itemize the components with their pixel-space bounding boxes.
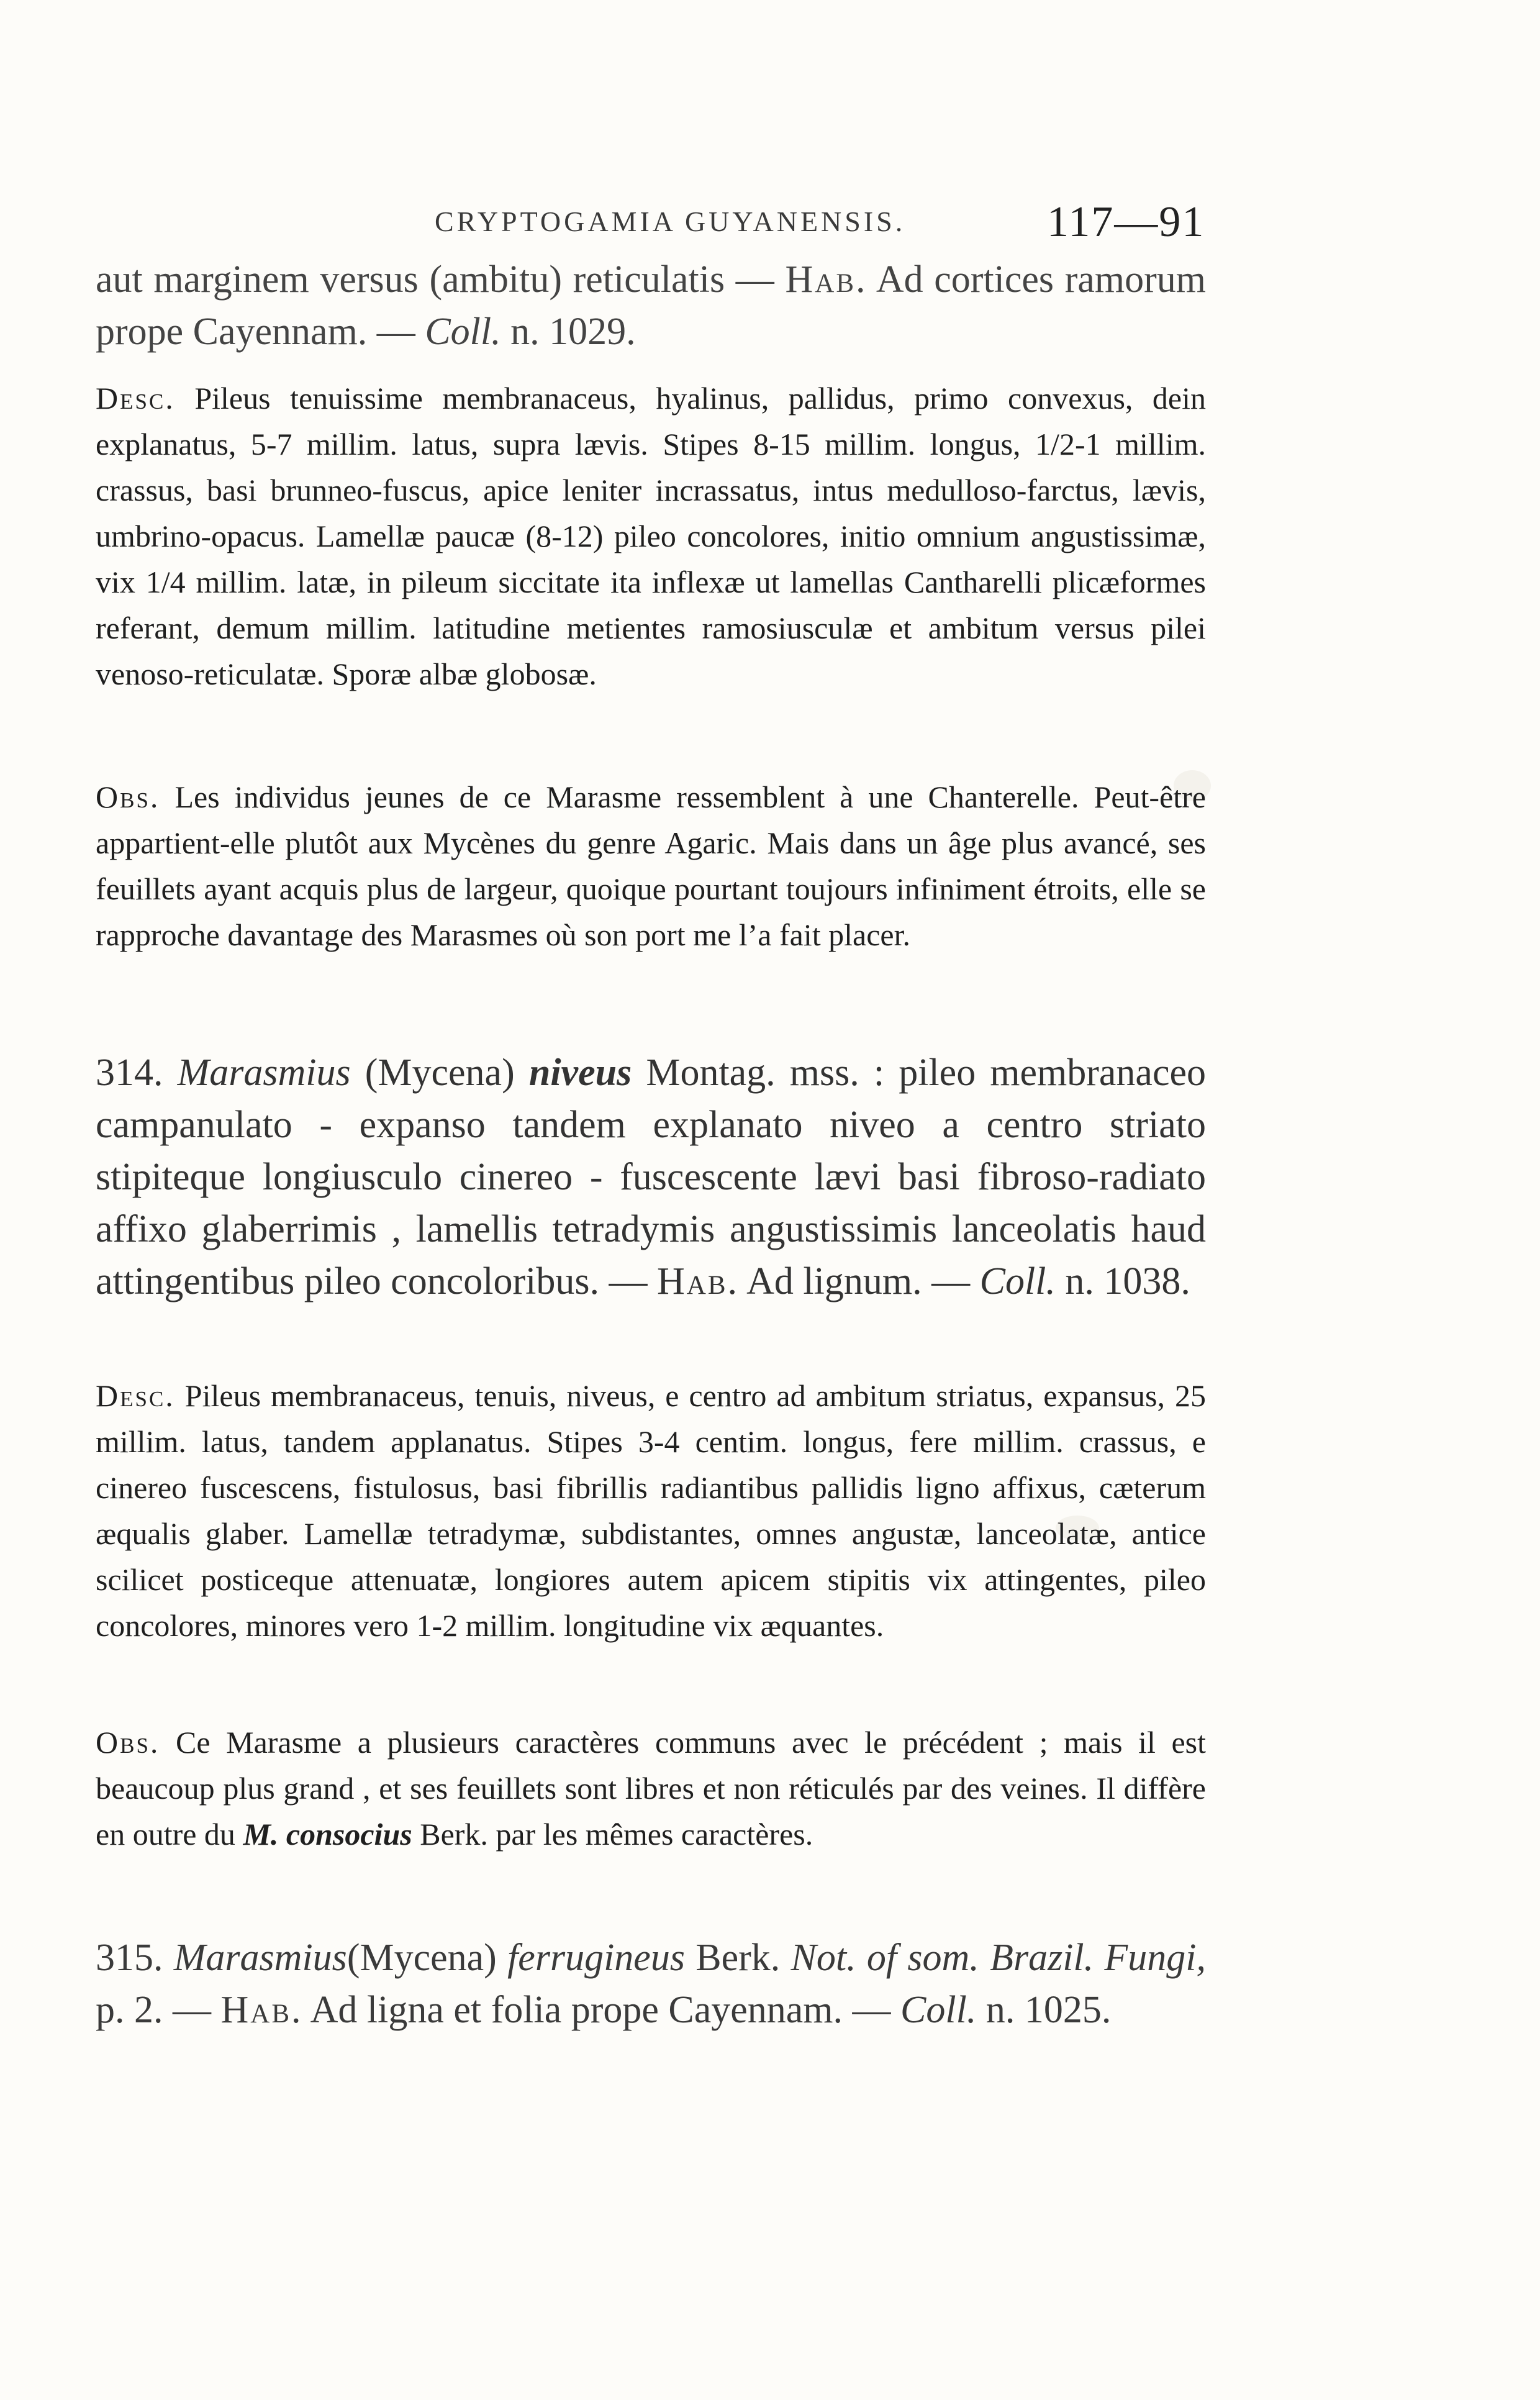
page-number: 117—91	[1047, 198, 1205, 246]
subgenus-name: (Mycena)	[365, 1052, 515, 1094]
observation-text-end: Berk. par les mêmes caractères.	[420, 1817, 813, 1852]
species-abbreviation: M.	[243, 1817, 279, 1852]
coll-label: Coll.	[979, 1260, 1056, 1302]
entry-number: 315.	[96, 1937, 163, 1979]
subgenus-name: (Mycena)	[346, 1937, 497, 1979]
genus-name: Marasmius	[177, 1052, 351, 1094]
observation-paragraph	[96, 774, 1206, 958]
observation-text: Les individus jeunes de ce Marasme ressemblent à une Chanterelle. Peut-être appartient-elle plutôt aux Mycènes du genre Agaric. Mais dans un âge plus avancé, ses feuillets ayant acquis plus de largeur, quoique pourtant toujours infiniment étroits, elle se rapproche davantage des Marasmes où son port me l’a fait placer.	[96, 780, 1206, 952]
running-title: CRYPTOGAMIA GUYANENSIS.	[435, 206, 906, 237]
obs-label: Obs.	[96, 1725, 160, 1760]
habitat-text: Ad lignum. —	[746, 1260, 971, 1302]
description-text: Pileus tenuissime membranaceus, hyalinus, pallidus, primo convexus, dein explanatus, 5-7 millim. latus, supra lævis. Stipes 8-15 millim. longus, 1/2-1 millim. crassus, basi brunneo-fuscus, apice leniter incrassatus, intus medulloso-farctus, lævis, umbrino-opacus. Lamellæ paucæ (8-12) pileo concolores, initio omnium angustissimæ, vix 1/4 millim. latæ, in pileum siccitate ita inflexæ ut lamellas Cantharelli plicæformes referant, demum millim. latitudine metientes ramosiusculæ et ambitum versus pilei venoso-reticulatæ. Sporæ albæ globosæ.	[96, 381, 1206, 691]
species-entry-314	[96, 1047, 1206, 1307]
entry-number: 314.	[96, 1052, 163, 1094]
desc-label: Desc.	[96, 1378, 175, 1413]
hab-label: Hab.	[785, 258, 867, 301]
obs-label: Obs.	[96, 780, 160, 814]
hab-label: Hab.	[220, 1989, 303, 2031]
continuation-text: aut marginem versus (ambitu) reticulatis —	[96, 258, 774, 301]
species-name: niveus	[528, 1052, 632, 1094]
coll-label: Coll.	[900, 1989, 977, 2031]
coll-label: Coll.	[425, 311, 501, 353]
author-name: Berk.	[695, 1937, 781, 1979]
collection-number: n. 1029.	[510, 311, 636, 353]
desc-label: Desc.	[96, 381, 175, 416]
description-paragraph	[96, 1373, 1206, 1648]
habitat-text: Ad ligna et folia prope Cayennam. —	[310, 1989, 891, 2031]
collection-number: n. 1038.	[1065, 1260, 1190, 1302]
description-text: Pileus membranaceus, tenuis, niveus, e centro ad ambitum striatus, expansus, 25 millim. latus, tandem applanatus. Stipes 3-4 centim. longus, fere millim. crassus, e cinereo fuscescens, fistulosus, basi fibrillis radiantibus pallidis ligno affixus, cæterum æqualis glaber. Lamellæ tetradymæ, subdistantes, omnes angustæ, lanceolatæ, antice scilicet posticeque attenuatæ, longiores autem apicem stipitis vix attingentes, pileo concolores, minores vero 1-2 millim. longitudine vix æquantes.	[96, 1378, 1207, 1643]
page-reference: p. 2. —	[96, 1989, 211, 2031]
description-paragraph	[96, 375, 1206, 697]
hab-label: Hab.	[657, 1260, 740, 1302]
species-entry-315	[96, 1932, 1206, 2036]
species-name: ferrugineus	[507, 1937, 685, 1979]
literature-reference: Not. of som. Brazil. Fungi,	[790, 1937, 1207, 1979]
observation-paragraph	[96, 1719, 1206, 1857]
habitat-text: Ad cortices ramorum prope Cayennam. —	[96, 258, 1207, 353]
species-name: consocius	[286, 1817, 412, 1852]
diagnosis-text: Montag. mss. : pileo membranaceo campanulato - expanso tandem explanato niveo a centro striato stipiteque longiusculo cinereo - fuscescente lævi basi fibroso-radiato affixo glaberrimis , lamellis tetradymis angustissimis lanceolatis haud attingentibus pileo concoloribus. —	[96, 1052, 1206, 1302]
collection-number: n. 1025.	[985, 1989, 1112, 2031]
genus-name: Marasmius	[173, 1937, 347, 1979]
continuation-paragraph	[96, 253, 1206, 358]
observation-text: Ce Marasme a plusieurs caractères communs avec le précédent ; mais il est beaucoup plus grand , et ses feuillets sont libres et non réticulés par des veines. Il diffère en outre du	[96, 1725, 1206, 1852]
